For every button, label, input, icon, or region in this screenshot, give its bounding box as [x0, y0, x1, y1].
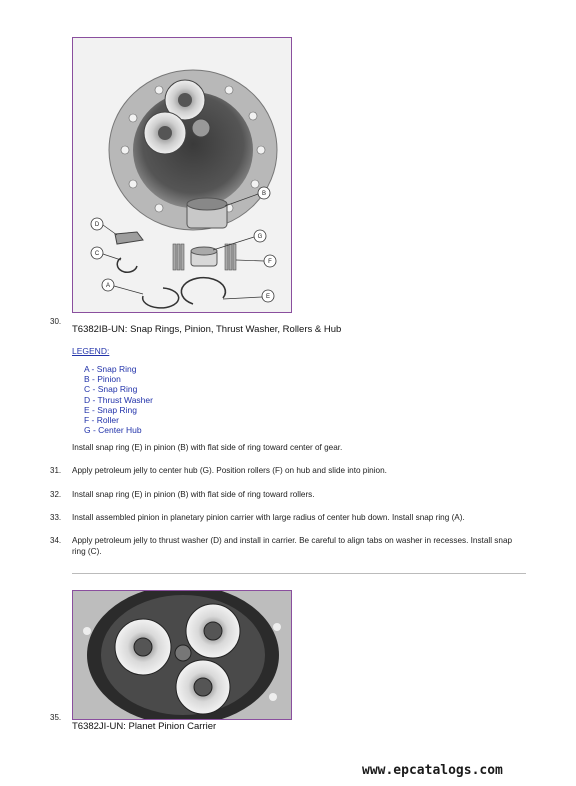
- step-text: Install assembled pinion in planetary pinion carrier with large radius of center hub down. Install snap ring (A).: [72, 513, 465, 522]
- callout-label: B: [261, 191, 267, 197]
- step-number: 31.: [50, 466, 62, 475]
- legend-item: B - Pinion: [84, 374, 121, 385]
- callout-label: C: [94, 251, 100, 257]
- figure-caption: T6382JI-UN: Planet Pinion Carrier: [72, 721, 217, 732]
- step-text: Install snap ring (E) in pinion (B) with flat side of ring toward rollers.: [72, 490, 315, 499]
- step-text: Apply petroleum jelly to thrust washer (D) and install in carrier. Be careful to align tabs on washer in recesses. Install snap ring (C).: [72, 536, 513, 556]
- instruction-text: Install snap ring (E) in pinion (B) with flat side of ring toward center of gear.: [72, 443, 343, 452]
- legend-item: F - Roller: [84, 415, 119, 426]
- legend-item: A - Snap Ring: [84, 364, 137, 374]
- callout-label: A: [105, 283, 111, 289]
- figure-caption: T6382IB-UN: Snap Rings, Pinion, Thrust Washer, Rollers & Hub: [72, 324, 342, 335]
- section-divider: [72, 573, 526, 574]
- callout-label: E: [265, 294, 271, 300]
- planet-carrier-illustration: [73, 591, 291, 719]
- callout-label: F: [268, 259, 272, 265]
- figure-snap-rings-pinion-photo: [72, 37, 292, 313]
- legend-title: LEGEND:: [72, 346, 110, 356]
- step-number: 32.: [50, 490, 62, 499]
- callout-label: D: [94, 222, 100, 228]
- legend-list: [84, 364, 153, 435]
- legend-item: G - Center Hub: [84, 425, 142, 436]
- step-number: 33.: [50, 513, 62, 522]
- step-number: 35.: [50, 713, 62, 722]
- step-text: Apply petroleum jelly to center hub (G). Position rollers (F) on hub and slide into pinion.: [72, 466, 387, 475]
- legend-item: D - Thrust Washer: [84, 394, 153, 405]
- legend-item: C - Snap Ring: [84, 384, 138, 395]
- figure-planet-pinion-carrier-photo: [72, 590, 292, 720]
- step-number: 30.: [50, 317, 62, 326]
- legend-item: E - Snap Ring: [84, 404, 137, 415]
- step-number: 34.: [50, 536, 62, 545]
- exploded-parts-illustration: [73, 38, 291, 312]
- watermark: www.epcatalogs.com: [362, 763, 503, 778]
- callout-label: G: [257, 234, 263, 240]
